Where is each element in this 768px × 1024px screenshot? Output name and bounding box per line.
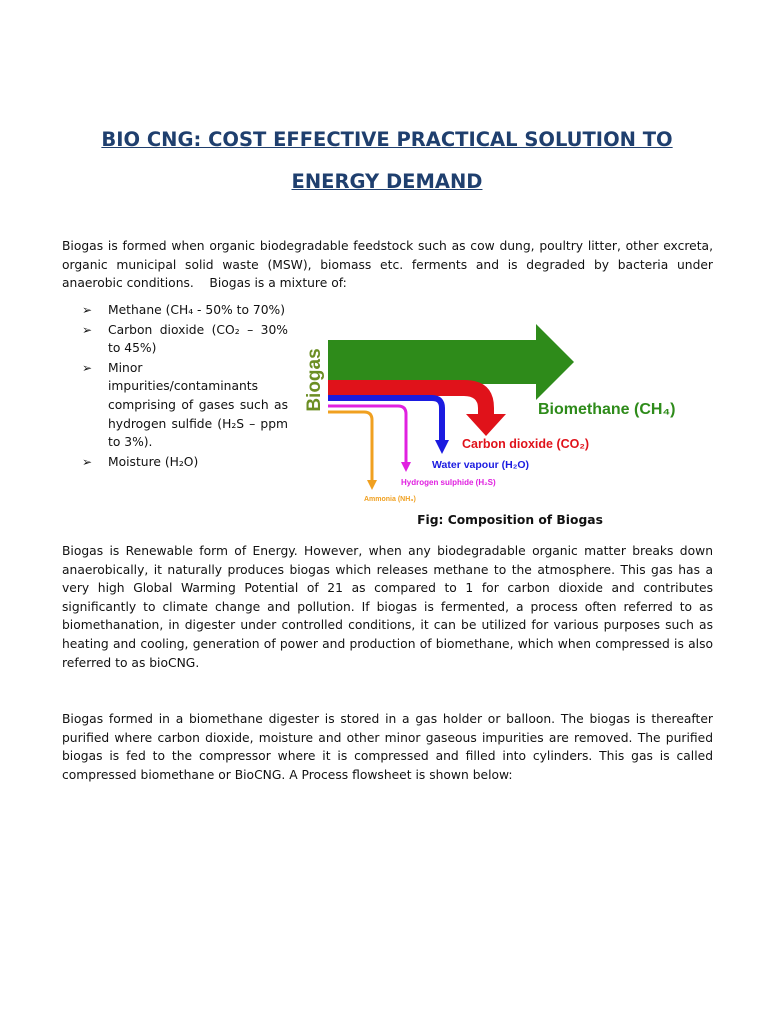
ammonia-arrow [328,412,372,482]
figure-caption: Fig: Composition of Biogas [417,513,603,527]
bullet-text-impurities: Minor impurities/contaminants comprising of gases such as hydrogen sulfide (H₂S – ppm to 3%). [108,360,288,450]
document-title-line-1: BIO CNG: COST EFFECTIVE PRACTICAL SOLUTION TO [101,128,673,151]
bullet-text-moisture: Moisture (H₂O) [108,454,199,469]
intro-paragraph: Biogas is formed when organic biodegradable feedstock such as cow dung, poultry litter, other excreta, organic municipal solid waste (MSW), biomass etc. ferments and is degraded by bacteria under anaerobic conditions. Biogas is a mixture of: [62,239,713,291]
composition-list [82,301,288,472]
carbon-dioxide-arrow [328,380,506,436]
document-title-line-2: ENERGY DEMAND [291,170,483,193]
hydrogen-sulphide-arrowhead [401,462,411,472]
carbon-dioxide-label: Carbon dioxide (CO₂) [462,437,590,451]
renewable-energy-paragraph: Biogas is Renewable form of Energy. However, when any biodegradable organic matter breaks down anaerobically, it naturally produces biogas which releases methane to the atmosphere. This gas has a very high Global Warming Potential of 21 as compared to 1 for carbon dioxide and contributes significantly to climate change and pollution. If biogas is fermented, a process often referred to as biomethanation, in digester under controlled conditions, it can be utilized for various purposes such as heating and cooling, generation of power and production of biomethane, which when compressed is also referred to as bioCNG. [62,544,713,670]
arrow-bullet-icon: ➢ [82,454,93,469]
arrow-bullet-icon: ➢ [82,322,93,337]
bullet-text-carbon-dioxide: Carbon dioxide (CO₂ – 30% to 45%) [108,322,288,356]
bullet-text-methane: Methane (CH₄ - 50% to 70%) [108,303,286,317]
water-vapour-arrowhead [435,440,449,454]
list-item [82,359,288,452]
biomethane-label: Biomethane (CH₄) [538,401,676,418]
hydrogen-sulphide-label: Hydrogen sulphide (H₂S) [401,478,496,487]
hydrogen-sulphide-arrow [328,406,406,464]
water-vapour-label: Water vapour (H₂O) [432,459,530,471]
ammonia-label: Ammonia (NH₃) [364,496,416,503]
biogas-source-label: Biogas [304,348,325,412]
biogas-composition-diagram [296,318,726,508]
list-item [82,301,288,320]
arrow-bullet-icon: ➢ [82,360,93,375]
ammonia-arrowhead [367,480,377,490]
arrow-bullet-icon: ➢ [82,303,93,317]
list-item [82,321,288,358]
process-paragraph: Biogas formed in a biomethane digester is stored in a gas holder or balloon. The biogas is thereafter purified where carbon dioxide, moisture and other minor gaseous impurities are removed. The purified biogas is fed to the compressor where it is compressed and filled into cylinders. This gas is called compressed biomethane or BioCNG. A Process flowsheet is shown below: [62,712,713,782]
list-item [82,453,288,472]
